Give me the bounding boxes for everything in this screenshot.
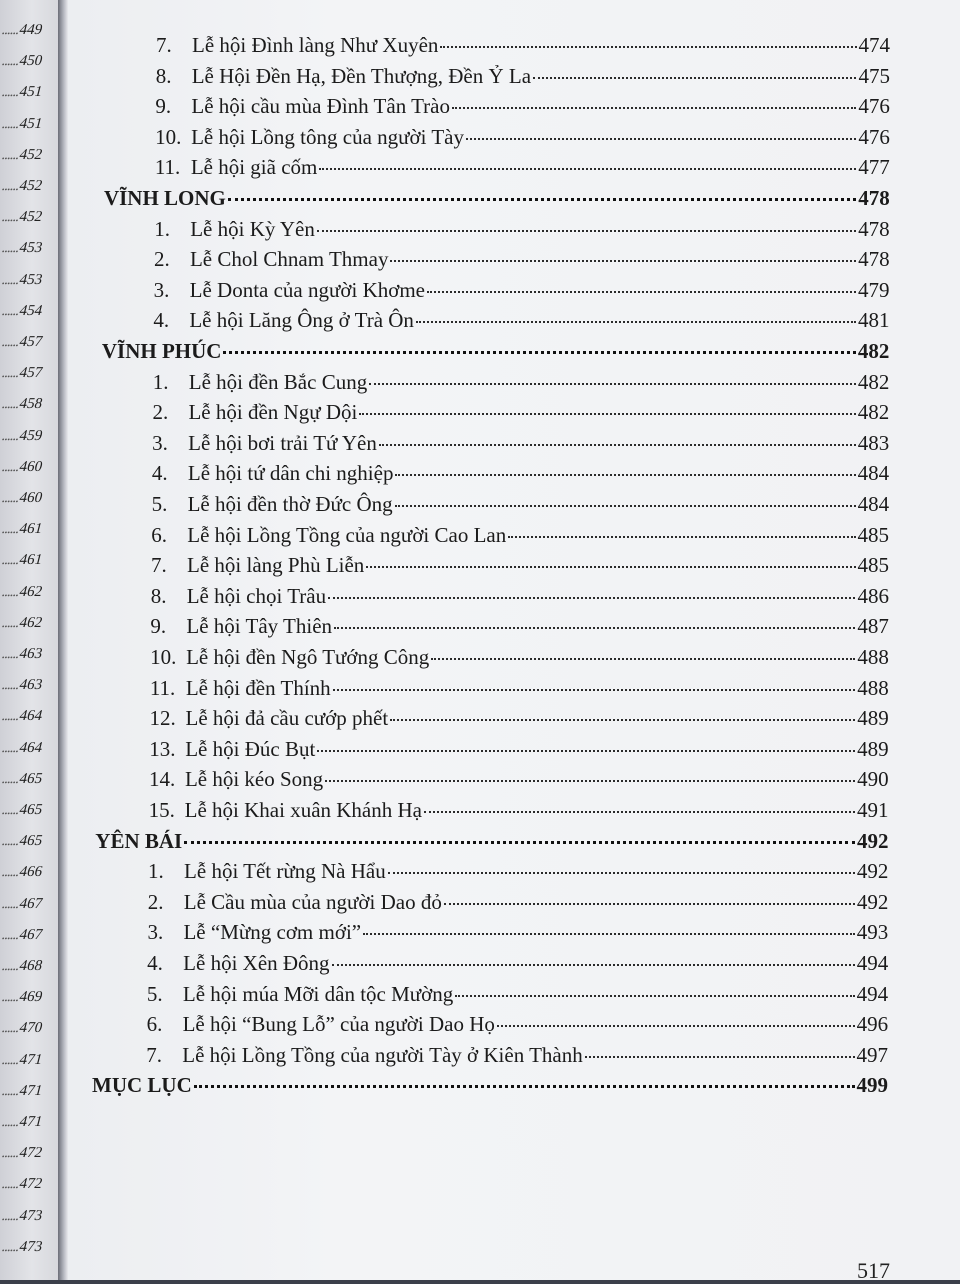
- toc-item-number: 5.: [151, 492, 168, 516]
- leader-dots: [395, 473, 855, 476]
- previous-page-number-text: 462: [17, 614, 45, 631]
- toc-item-row: [155, 123, 890, 151]
- previous-page-number: [0, 84, 58, 101]
- previous-page-number-text: 461: [17, 552, 45, 569]
- leader-dots: [452, 106, 856, 109]
- previous-page-number-text: 465: [17, 833, 45, 850]
- previous-page-number-text: 466: [17, 864, 45, 881]
- toc-section-row: [95, 827, 888, 855]
- toc-item-row: [154, 215, 889, 243]
- previous-page-number-text: 453: [17, 271, 45, 288]
- toc-page-number: 490: [857, 767, 889, 792]
- leader-dots: ......: [0, 802, 21, 818]
- previous-page-number-text: 451: [17, 84, 45, 101]
- previous-page-number: [0, 334, 58, 351]
- previous-page-number-text: 452: [17, 178, 45, 194]
- leader-dots: [325, 779, 855, 782]
- leader-dots: ......: [0, 614, 21, 631]
- toc-section-title: VĨNH LONG: [103, 186, 226, 210]
- toc-page-number: 494: [856, 951, 889, 975]
- leader-dots: [334, 626, 855, 629]
- leader-dots: [363, 932, 855, 935]
- previous-page-number: [0, 646, 58, 663]
- toc-page-number: 487: [857, 614, 889, 639]
- leader-dots: [319, 167, 856, 170]
- toc-page-number: 479: [858, 277, 890, 302]
- toc-section-title: VĨNH PHÚC: [101, 339, 222, 363]
- previous-page-number: [0, 552, 58, 569]
- toc-item-title: Lễ hội Khai xuân Khánh Hạ: [184, 798, 422, 822]
- toc-item-title: Lễ hội Đình làng Như Xuyên: [192, 33, 439, 57]
- leader-dots: ......: [0, 739, 21, 756]
- previous-page-number: [0, 864, 58, 881]
- toc-item-title: Lễ hội đền Ngô Tướng Công: [186, 645, 430, 669]
- previous-page-number-text: 453: [17, 240, 45, 257]
- toc-item-title: Lễ hội Tết rừng Nà Hẩu: [184, 859, 386, 884]
- leader-dots: [440, 45, 856, 48]
- previous-page-number: [0, 989, 58, 1006]
- toc-page-number: 475: [858, 63, 890, 88]
- toc-item-row: [151, 551, 889, 579]
- toc-page-number: 492: [856, 889, 889, 914]
- toc-item-number: 11.: [149, 675, 176, 700]
- leader-dots: ......: [0, 178, 21, 194]
- toc-item-row: [148, 857, 888, 885]
- toc-page-number: 489: [857, 706, 889, 731]
- leader-dots: ......: [0, 1020, 21, 1037]
- leader-dots: ......: [0, 1114, 21, 1130]
- toc-item-title: Lễ Donta của người Khơme: [189, 277, 425, 302]
- leader-dots: [395, 504, 856, 507]
- previous-page-number: [0, 1145, 58, 1162]
- toc-item-number: 2.: [152, 400, 169, 425]
- leader-dots: ......: [0, 240, 21, 257]
- leader-dots: [369, 382, 856, 385]
- previous-page-number: [0, 116, 58, 133]
- leader-dots: [390, 259, 856, 262]
- toc-item-number: 15.: [148, 798, 175, 822]
- leader-dots: [317, 749, 855, 752]
- toc-item-row: [147, 1010, 889, 1038]
- previous-page-number-text: 471: [17, 1114, 45, 1130]
- previous-page-number-text: 464: [17, 708, 45, 725]
- previous-page-number: [0, 771, 58, 788]
- toc-page-number: 492: [856, 828, 889, 853]
- leader-dots: ......: [0, 1082, 21, 1099]
- book-page: [68, 0, 960, 1283]
- leader-dots: ......: [0, 646, 21, 662]
- toc-item-number: 3.: [153, 277, 170, 302]
- toc-item-number: 7.: [151, 553, 167, 578]
- previous-page-number: [0, 740, 58, 757]
- leader-dots: ......: [0, 521, 21, 538]
- previous-page-number-text: 452: [17, 209, 45, 226]
- toc-item-number: 2.: [147, 889, 164, 914]
- leader-dots: ......: [0, 458, 21, 475]
- toc-item-row: [154, 276, 890, 304]
- toc-item-title: Lễ hội làng Phù Liễn: [187, 553, 365, 578]
- previous-page-number-text: 463: [17, 646, 45, 662]
- leader-dots: ......: [0, 22, 21, 38]
- toc-item-title: Lễ hội Lăng Ông ở Trà Ôn: [189, 308, 414, 333]
- previous-page-number: [0, 677, 58, 694]
- previous-page-number-text: 465: [17, 802, 45, 818]
- toc-page-number: 485: [857, 522, 890, 547]
- previous-page-number-text: 470: [17, 1020, 45, 1037]
- previous-page-number-text: 472: [17, 1176, 45, 1193]
- previous-page-number-text: 451: [17, 115, 45, 132]
- toc-item-row: [153, 368, 890, 396]
- previous-page-number: [0, 927, 58, 944]
- toc-item-number: 8.: [150, 583, 167, 608]
- leader-dots: [427, 290, 856, 293]
- toc-item-title: Lễ hội cầu mùa Đình Tân Trào: [191, 94, 450, 119]
- toc-item-title: Lễ hội Lồng tông của người Tày: [191, 124, 464, 149]
- toc-section-title: YÊN BÁI: [95, 828, 183, 853]
- toc-item-row: [152, 398, 889, 426]
- leader-dots: ......: [0, 833, 21, 850]
- toc-item-row: [150, 704, 889, 732]
- toc-page-number: 482: [857, 400, 890, 425]
- toc-item-title: Lễ Cầu mùa của người Dao đỏ: [183, 889, 442, 914]
- toc-item-row: [147, 918, 888, 946]
- previous-page-number-text: 473: [17, 1207, 45, 1224]
- leader-dots: [328, 596, 855, 599]
- leader-dots: [332, 963, 855, 966]
- previous-page-number-text: 472: [17, 1145, 45, 1162]
- leader-dots: [333, 688, 856, 691]
- previous-page-number: [0, 459, 58, 476]
- leader-dots: ......: [0, 334, 21, 350]
- toc-item-row: [147, 980, 888, 1008]
- previous-page-number: [0, 615, 58, 632]
- toc-section-row: [104, 184, 890, 212]
- toc-item-row: [152, 429, 889, 457]
- leader-dots: ......: [0, 1238, 21, 1255]
- previous-page-number: [0, 584, 58, 601]
- toc-page-number: 474: [858, 33, 890, 57]
- previous-page-number: [0, 428, 58, 445]
- leader-dots: [223, 350, 855, 354]
- toc-item-number: 6.: [146, 1012, 163, 1037]
- leader-dots: [497, 1024, 855, 1027]
- toc-item-title: Lễ hội đả cầu cướp phết: [185, 706, 389, 731]
- toc-item-row: [151, 582, 889, 610]
- leader-dots: [366, 565, 855, 568]
- leader-dots: [379, 443, 856, 446]
- previous-page-number: [0, 365, 58, 382]
- leader-dots: [444, 902, 855, 905]
- leader-dots: ......: [0, 1176, 21, 1193]
- previous-page-number-text: 460: [17, 490, 45, 506]
- toc-item-row: [146, 1041, 888, 1069]
- toc-item-title: Lễ hội Xên Đông: [183, 951, 330, 975]
- previous-page-number-text: 465: [17, 770, 45, 787]
- previous-page-number: [0, 833, 58, 850]
- toc-item-number: 6.: [151, 522, 168, 547]
- previous-page-number: [0, 490, 58, 507]
- leader-dots: ......: [0, 708, 21, 725]
- previous-page-number-text: 471: [17, 1051, 45, 1068]
- previous-page-number-text: 457: [17, 365, 45, 382]
- toc-item-row: [150, 643, 889, 671]
- toc-section-row: [102, 337, 890, 365]
- leader-dots: ......: [0, 84, 21, 101]
- toc-item-title: Lễ hội Đúc Bụt: [185, 736, 316, 761]
- leader-dots: ......: [0, 271, 21, 288]
- toc-section-row: [92, 1071, 888, 1099]
- leader-dots: [585, 1055, 855, 1058]
- toc-page-number: 478: [858, 247, 890, 272]
- toc-item-row: [151, 521, 889, 549]
- previous-page-number-text: 469: [17, 989, 45, 1006]
- toc-item-number: 4.: [153, 308, 170, 333]
- toc-page-number: 482: [857, 339, 890, 363]
- toc-item-title: Lễ hội Kỳ Yên: [190, 216, 315, 241]
- leader-dots: ......: [0, 1207, 21, 1224]
- leader-dots: [228, 197, 856, 201]
- previous-page-number-text: 459: [17, 427, 45, 444]
- toc-item-number: 14.: [148, 767, 176, 792]
- leader-dots: ......: [0, 365, 21, 382]
- toc-item-row: [154, 245, 890, 273]
- toc-page-number: 477: [858, 155, 890, 180]
- previous-page-number: [0, 272, 58, 289]
- leader-dots: ......: [0, 583, 21, 600]
- toc-page-number: 489: [857, 736, 889, 761]
- previous-page-number-text: 449: [17, 22, 45, 38]
- toc-item-number: 8.: [155, 63, 172, 88]
- leader-dots: ......: [0, 427, 21, 444]
- toc-page-number: 485: [857, 553, 889, 578]
- toc-item-number: 7.: [146, 1042, 163, 1067]
- toc-page-number: 491: [857, 798, 889, 822]
- toc-item-title: Lễ hội Tây Thiên: [186, 614, 333, 639]
- previous-page-number-text: 450: [17, 53, 45, 70]
- toc-item-number: 12.: [149, 706, 176, 731]
- toc-item-number: 4.: [147, 951, 163, 975]
- leader-dots: ......: [0, 115, 21, 132]
- toc-page-number: 484: [857, 461, 890, 486]
- toc-item-row: [156, 62, 890, 90]
- toc-item-title: Lễ hội Lồng Tồng của người Tày ở Kiên Thành: [182, 1042, 583, 1067]
- previous-page-number-text: 468: [17, 958, 45, 974]
- leader-dots: ......: [0, 53, 21, 70]
- leader-dots: ......: [0, 958, 21, 974]
- toc-page-number: 488: [857, 675, 889, 700]
- toc-item-number: 9.: [155, 94, 172, 119]
- previous-page-number: [0, 802, 58, 819]
- toc-item-title: Lễ “Mừng cơm mới”: [183, 920, 362, 945]
- toc-item-title: Lễ hội múa Mỡi dân tộc Mường: [182, 981, 454, 1006]
- toc-item-number: 3.: [152, 430, 168, 455]
- toc-item-row: [150, 674, 889, 702]
- previous-page-number-text: 463: [17, 677, 45, 694]
- previous-page-number-text: 467: [17, 926, 45, 943]
- toc-page-number: 496: [856, 1012, 889, 1037]
- book-gutter: [58, 0, 68, 1280]
- toc-item-number: 5.: [146, 981, 163, 1006]
- toc-item-title: Lễ hội “Bung Lỗ” của người Dao Họ: [182, 1012, 495, 1037]
- leader-dots: ......: [0, 490, 21, 506]
- previous-page-number-text: 467: [17, 895, 45, 912]
- toc-page-number: 481: [857, 308, 890, 333]
- toc-item-row: [152, 490, 890, 518]
- previous-page-number-text: 454: [17, 302, 45, 319]
- toc-item-row: [153, 306, 889, 334]
- leader-dots: ......: [0, 1051, 21, 1068]
- toc-page-number: 478: [858, 186, 890, 210]
- toc-item-row: [147, 949, 888, 977]
- toc-item-title: Lễ hội đền Ngự Dội: [188, 400, 358, 425]
- leader-dots: [317, 229, 856, 232]
- toc-item-row: [155, 92, 889, 120]
- previous-page-number: [0, 1239, 58, 1256]
- toc-section-title: MỤC LỤC: [92, 1073, 192, 1098]
- toc-item-title: Lễ Chol Chnam Thmay: [189, 247, 389, 272]
- toc-page-number: 483: [857, 430, 890, 455]
- previous-page-number-text: 462: [17, 583, 45, 600]
- previous-page-number: [0, 896, 58, 913]
- toc-page-number: 482: [857, 369, 890, 394]
- leader-dots: [424, 810, 855, 813]
- toc-page-number: 484: [857, 492, 890, 516]
- leader-dots: ......: [0, 895, 21, 912]
- toc-item-row: [152, 459, 889, 487]
- toc-item-row: [149, 765, 889, 793]
- toc-page-number: 488: [857, 645, 889, 669]
- toc-item-title: Lễ hội chọi Trâu: [186, 583, 327, 608]
- leader-dots: [431, 657, 855, 660]
- leader-dots: ......: [0, 677, 21, 694]
- leader-dots: [359, 412, 855, 415]
- previous-page-number: [0, 1083, 58, 1100]
- previous-page-number-text: 471: [17, 1082, 45, 1099]
- toc-item-number: 13.: [149, 736, 176, 761]
- toc-item-number: 10.: [155, 124, 182, 149]
- toc-item-number: 1.: [148, 859, 164, 884]
- previous-page-number: [0, 521, 58, 538]
- previous-page-number: [0, 1176, 58, 1193]
- toc-item-number: 1.: [152, 369, 169, 394]
- previous-page-number: [0, 240, 58, 257]
- toc-page-number: 476: [858, 124, 890, 149]
- page-folio: 517: [857, 1258, 890, 1283]
- leader-dots: ......: [0, 552, 21, 569]
- toc-item-number: 7.: [156, 33, 172, 57]
- toc-item-title: Lễ hội đền thờ Đức Ông: [187, 492, 393, 516]
- toc-item-title: Lễ hội đền Bắc Cung: [188, 369, 368, 394]
- toc-item-number: 2.: [153, 247, 170, 272]
- leader-dots: [416, 320, 856, 323]
- leader-dots: [533, 76, 856, 79]
- toc-item-number: 4.: [151, 461, 168, 486]
- toc-item-number: 11.: [154, 155, 181, 180]
- previous-page-number: [0, 958, 58, 975]
- leader-dots: ......: [0, 146, 21, 163]
- toc-item-number: 3.: [147, 920, 164, 945]
- leader-dots: ......: [0, 926, 21, 943]
- leader-dots: ......: [0, 864, 21, 881]
- toc-page-number: 494: [856, 981, 889, 1006]
- toc-item-title: Lễ Hội Đền Hạ, Đền Thượng, Đền Ỷ La: [191, 63, 532, 88]
- toc-item-title: Lễ hội đền Thính: [185, 675, 331, 700]
- leader-dots: [184, 840, 855, 844]
- leader-dots: ......: [0, 989, 21, 1006]
- previous-page-number: [0, 396, 58, 413]
- previous-page-number: [0, 303, 58, 320]
- previous-page-number: [0, 178, 58, 195]
- previous-page-number-text: 452: [17, 146, 45, 163]
- toc-page-number: 493: [856, 920, 889, 945]
- leader-dots: ......: [0, 1145, 21, 1162]
- previous-page-number-text: 460: [17, 458, 45, 475]
- toc-page-number: 492: [856, 859, 889, 884]
- previous-page-number-text: 464: [17, 739, 45, 756]
- toc-item-title: Lễ hội tứ dân chi nghiệp: [187, 461, 394, 486]
- previous-page-number: [0, 1052, 58, 1069]
- toc-page-number: 476: [858, 94, 890, 119]
- toc-item-row: [156, 31, 890, 59]
- toc-page-number: 486: [857, 583, 889, 608]
- previous-page-number: [0, 1208, 58, 1225]
- toc-item-number: 1.: [154, 216, 170, 241]
- leader-dots: [194, 1084, 855, 1088]
- toc-item-title: Lễ hội bơi trải Tứ Yên: [188, 430, 377, 455]
- previous-page-number: [0, 209, 58, 226]
- leader-dots: [455, 994, 854, 997]
- leader-dots: ......: [0, 770, 21, 787]
- previous-page-edge: [0, 0, 58, 1280]
- previous-page-number: [0, 708, 58, 725]
- toc-item-row: [149, 796, 889, 824]
- toc-item-row: [150, 612, 888, 640]
- leader-dots: ......: [0, 396, 21, 413]
- leader-dots: [508, 535, 855, 538]
- previous-page-number: [0, 147, 58, 164]
- leader-dots: [466, 137, 856, 140]
- previous-page-number: [0, 1114, 58, 1131]
- toc-page-number: 478: [858, 216, 890, 241]
- toc-item-number: 9.: [150, 614, 167, 639]
- toc-page-number: 497: [856, 1042, 889, 1067]
- leader-dots: [388, 871, 855, 874]
- leader-dots: [390, 718, 855, 721]
- toc-item-row: [155, 153, 890, 181]
- toc-item-row: [149, 735, 888, 763]
- toc-item-row: [148, 888, 889, 916]
- previous-page-number: [0, 22, 58, 39]
- toc-item-title: Lễ hội giã cốm: [190, 155, 318, 180]
- leader-dots: ......: [0, 302, 21, 319]
- previous-page-number-text: 461: [17, 521, 45, 538]
- toc-page-number: 499: [856, 1073, 888, 1098]
- toc-item-title: Lễ hội Lồng Tồng của người Cao Lan: [187, 522, 507, 547]
- toc-item-title: Lễ hội kéo Song: [184, 767, 324, 792]
- previous-page-number-text: 458: [17, 396, 45, 413]
- previous-page-number-text: 457: [17, 334, 45, 350]
- previous-page-number: [0, 53, 58, 70]
- previous-page-number-text: 473: [17, 1238, 45, 1255]
- toc-item-number: 10.: [150, 645, 177, 669]
- leader-dots: ......: [0, 209, 21, 226]
- previous-page-number: [0, 1020, 58, 1037]
